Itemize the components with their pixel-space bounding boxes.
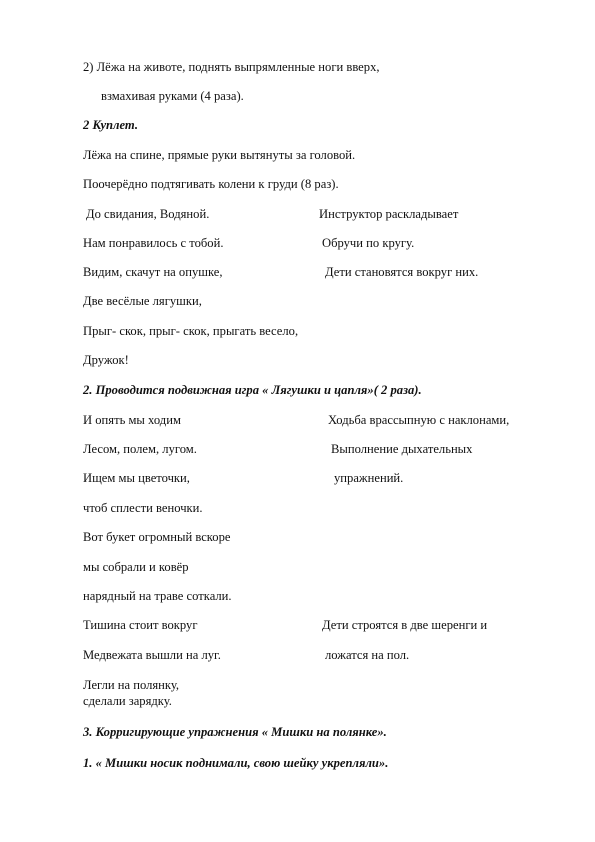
verse-line: мы собрали и ковёр xyxy=(83,560,189,574)
instruction-note: Дети строятся в две шеренги и xyxy=(322,618,488,632)
verse-line: Видим, скачут на опушке, xyxy=(83,265,223,279)
section-heading: 3. Корригирующие упражнения « Мишки на полянке». xyxy=(83,725,387,739)
verse-line: И опять мы ходим xyxy=(83,413,181,427)
verse-line: Ищем мы цветочки, xyxy=(83,471,190,485)
verse-line: Легли на полянку, xyxy=(83,678,180,692)
exercise-line: Поочерёдно подтягивать колени к груди (8 раз). xyxy=(83,177,339,191)
verse-line: Тишина стоит вокруг xyxy=(83,618,198,632)
section-heading: 2 Куплет. xyxy=(83,118,139,132)
instruction-note: Обручи по кругу. xyxy=(322,236,415,250)
instruction-note: ложатся на пол. xyxy=(325,648,410,662)
exercise-line: 2) Лёжа на животе, поднять выпрямленные ноги вверх, xyxy=(83,60,380,74)
exercise-line: взмахивая руками (4 раза). xyxy=(101,89,244,103)
instruction-note: Дети становятся вокруг них. xyxy=(325,265,479,279)
verse-line: Дружок! xyxy=(83,353,129,367)
exercise-heading: 1. « Мишки носик поднимали, свою шейку укрепляли». xyxy=(83,756,389,770)
verse-line: сделали зарядку. xyxy=(83,694,172,708)
verse-line: Медвежата вышли на луг. xyxy=(83,648,221,662)
verse-line: Две весёлые лягушки, xyxy=(83,294,202,308)
instruction-note: упражнений. xyxy=(334,471,404,485)
instruction-note: Инструктор раскладывает xyxy=(319,207,459,221)
exercise-line: Лёжа на спине, прямые руки вытянуты за головой. xyxy=(83,148,356,162)
verse-line: нарядный на траве соткали. xyxy=(83,589,232,603)
instruction-note: Выполнение дыхательных xyxy=(331,442,473,456)
verse-line: Вот букет огромный вскоре xyxy=(83,530,231,544)
verse-line: Нам понравилось с тобой. xyxy=(83,236,224,250)
verse-line: Прыг- скок, прыг- скок, прыгать весело, xyxy=(83,324,299,338)
instruction-note: Ходьба врассыпную с наклонами, xyxy=(328,413,510,427)
verse-line: чтоб сплести веночки. xyxy=(83,501,203,515)
verse-line: Лесом, полем, лугом. xyxy=(83,442,197,456)
verse-line: До свидания, Водяной. xyxy=(86,207,210,221)
section-heading: 2. Проводится подвижная игра « Лягушки и цапля»( 2 раза). xyxy=(83,383,422,397)
